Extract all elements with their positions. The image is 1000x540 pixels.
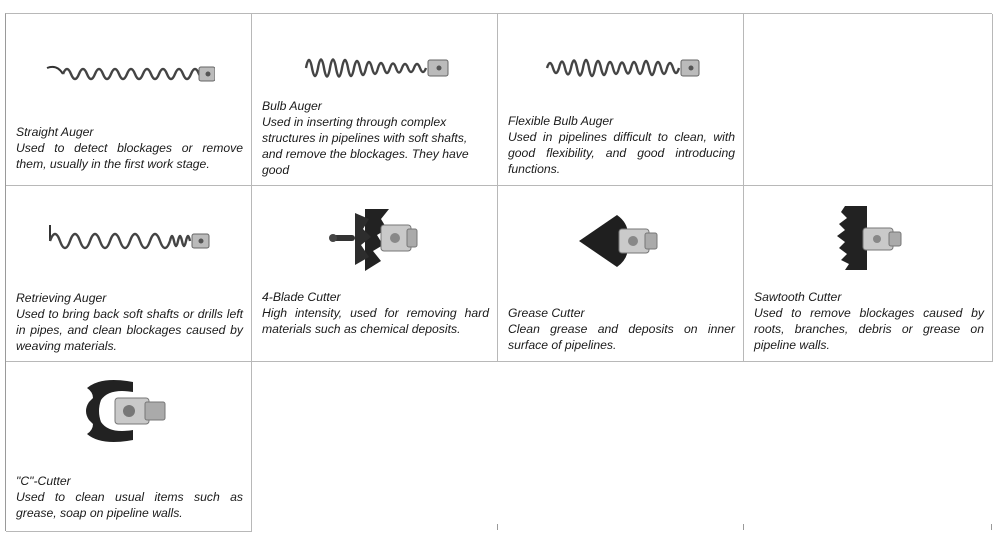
retrieving-auger-icon: [6, 216, 251, 256]
tool-description: Used to detect blockages or remove them, usually in the first work stage.: [16, 141, 243, 171]
tool-title: Grease Cutter: [508, 306, 585, 320]
empty-cell: [744, 14, 993, 186]
tool-description: Used to remove blockages caused by roots, branches, debris or grease on pipeline walls.: [754, 306, 984, 352]
tool-description: Used to clean usual items such as grease, soap on pipeline walls.: [16, 490, 243, 520]
tool-title: "C"-Cutter: [16, 474, 71, 488]
tool-table: [5, 13, 992, 531]
tool-description: High intensity, used for removing hard materials such as chemical deposits.: [262, 306, 489, 336]
tool-title: 4-Blade Cutter: [262, 290, 341, 304]
tool-title: Retrieving Auger: [16, 291, 107, 305]
tool-cell-bulb-auger: [252, 14, 498, 186]
grease-cutter-icon: [498, 208, 743, 274]
tool-cell-c-cutter: [6, 362, 252, 532]
tool-cell-retrieving-auger: [6, 186, 252, 362]
grid-tick: [743, 524, 744, 530]
tool-title: Bulb Auger: [262, 99, 322, 113]
flexible-bulb-auger-icon: [498, 48, 743, 88]
straight-auger-icon: [6, 54, 251, 94]
bulb-auger-icon: [252, 48, 497, 88]
sawtooth-cutter-icon: [744, 202, 992, 274]
c-cutter-icon: [6, 376, 251, 446]
tool-title: Flexible Bulb Auger: [508, 114, 614, 128]
tool-description: Used to bring back soft shafts or drills left in pipes, and clean blockages caused by weaving materials.: [16, 307, 243, 353]
empty-cell: [744, 362, 993, 532]
tool-title: Straight Auger: [16, 125, 94, 139]
tool-cell-flexible-bulb-auger: [498, 14, 744, 186]
grid-tick: [497, 524, 498, 530]
empty-cell: [498, 362, 744, 532]
four-blade-cutter-icon: [252, 204, 497, 274]
tool-description: Used in pipelines difficult to clean, with good flexibility, and good introducing functions.: [508, 130, 735, 176]
tool-cell-4-blade-cutter: [252, 186, 498, 362]
tool-title: Sawtooth Cutter: [754, 290, 842, 304]
grid-tick: [991, 524, 992, 530]
tool-cell-grease-cutter: [498, 186, 744, 362]
empty-cell: [252, 362, 498, 532]
tool-description: Used in inserting through complex structures in pipelines with soft shafts, and remove the blockages. They have good: [262, 115, 469, 177]
tool-cell-sawtooth-cutter: [744, 186, 993, 362]
tool-description: Clean grease and deposits on inner surface of pipelines.: [508, 322, 735, 352]
tool-cell-straight-auger: [6, 14, 252, 186]
